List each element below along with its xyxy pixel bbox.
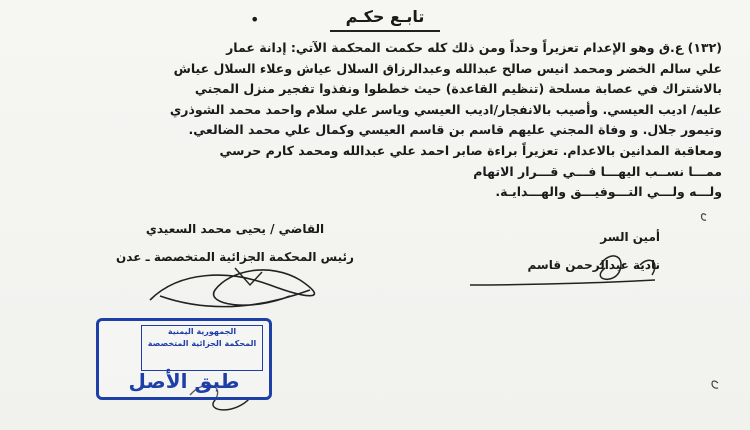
body-line-2: علي سالم الخضر ومحمد انيس صالح عبدالله وعبدالرزاق السلال عياش وعلاء السلال عياش	[173, 60, 722, 76]
stamp-header-box	[141, 325, 263, 371]
body-line-5: وتيمور جلال. و وفاة المجني عليهم قاسم بن قاسم العيسي وكمال علي محمد الضالعي.	[188, 122, 722, 138]
stamp-header: الجمهورية اليمنية	[167, 327, 237, 336]
body-line-7: ممـــا نســب اليهـــا فـــي قـــرار الاتهام	[473, 163, 722, 179]
body-line-1: (١٣٢) ع.ق وهو الإعدام تعزيراً وحداً ومن ذلك كله حكمت المحكمة الآتي: إدانة عمار	[226, 40, 722, 55]
margin-mark-1	[702, 214, 707, 220]
secretary-name: نادية عبدالرحمن قاسم	[527, 258, 660, 272]
true-copy-stamp	[96, 318, 272, 400]
body-line-4: عليه/ اديب العيسي. وأصيب بالانفجار/اديب العيسي وياسر علي سلام واحمد محمد الشوذري	[169, 101, 722, 117]
body-line-8: ولـــه ولـــي التـــوفيـــق والهـــدايـة.	[495, 184, 722, 200]
body-line-6: ومعاقبة المدانين بالاعدام. تعزيراً براءة صابر احمد علي عبدالله ومحمد كارم حرسي	[219, 142, 722, 158]
body-line-3: بالاشتراك في عصابة مسلحة (تنظيم القاعدة) حيث خططوا ونفذوا تفجير منزل المجني	[194, 81, 722, 97]
secretary-signature-scribble	[470, 256, 655, 285]
stamp-main-text: طبق الأصل	[128, 369, 240, 393]
court-title: رئيس المحكمة الجزائية المتخصصة ـ عدن	[116, 250, 354, 264]
judge-signature-scribble	[150, 270, 314, 307]
judge-name: القاضي / يحيى محمد السعيدي	[145, 222, 325, 236]
stamp-line: المحكمة الجزائية المتخصصة	[147, 339, 257, 348]
document-title: تابـع حكـم	[330, 6, 440, 32]
secretary-role: أمين السر	[600, 230, 660, 244]
title-mark: •	[250, 10, 260, 29]
margin-mark-2	[712, 381, 718, 388]
